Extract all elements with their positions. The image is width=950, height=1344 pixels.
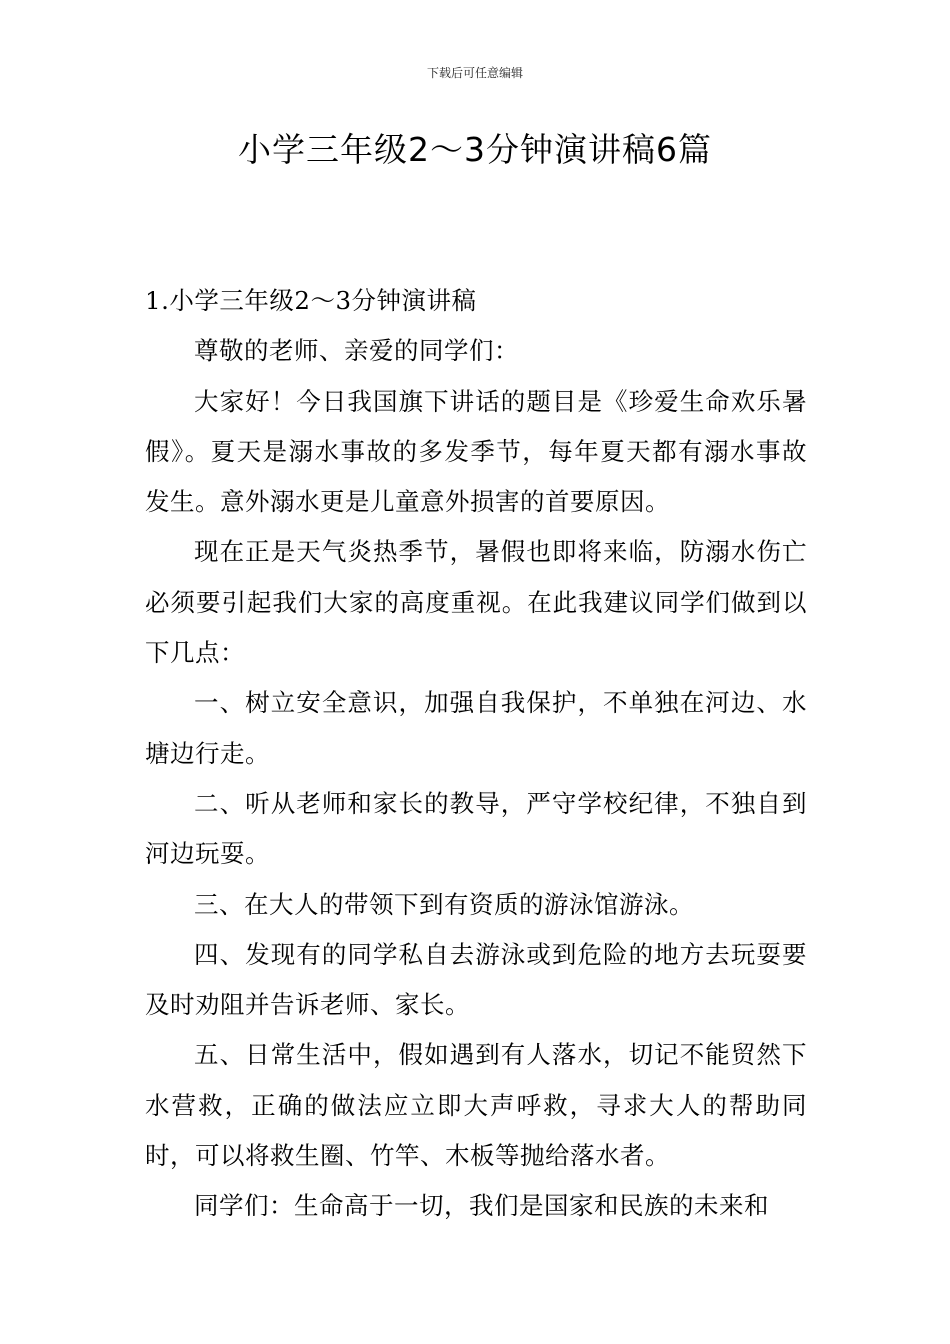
paragraph: 现在正是天气炎热季节，暑假也即将来临，防溺水伤亡必须要引起我们大家的高度重视。在此我建议同学们做到以下几点： [145, 537, 807, 668]
paragraph: 二、听从老师和家长的教导，严守学校纪律，不独自到河边玩耍。 [145, 788, 807, 869]
header-note: 下载后可任意编辑 [426, 66, 523, 80]
section-heading: 1.小学三年级2～3分钟演讲稿 [145, 286, 477, 315]
document-body [145, 276, 807, 1232]
paragraph: 同学们：生命高于一切，我们是国家和民族的未来和 [194, 1191, 769, 1221]
paragraph: 三、在大人的带领下到有资质的游泳馆游泳。 [194, 889, 694, 919]
document-title: 小学三年级2～3分钟演讲稿6篇 [238, 130, 712, 169]
paragraph: 五、日常生活中，假如遇到有人落水，切记不能贸然下水营救，正确的做法应立即大声呼救，寻求大人的帮助同时，可以将救生圈、竹竿、木板等抛给落水者。 [145, 1040, 807, 1171]
paragraph: 尊敬的老师、亲爱的同学们： [194, 336, 519, 366]
paragraph: 一、树立安全意识，加强自我保护，不单独在河边、水塘边行走。 [145, 688, 807, 768]
paragraph: 大家好！今日我国旗下讲话的题目是《珍爱生命欢乐暑假》。夏天是溺水事故的多发季节，每年夏天都有溺水事故发生。意外溺水更是儿童意外损害的首要原因。 [145, 386, 807, 517]
paragraph: 四、发现有的同学私自去游泳或到危险的地方去玩耍要及时劝阻并告诉老师、家长。 [145, 939, 807, 1020]
